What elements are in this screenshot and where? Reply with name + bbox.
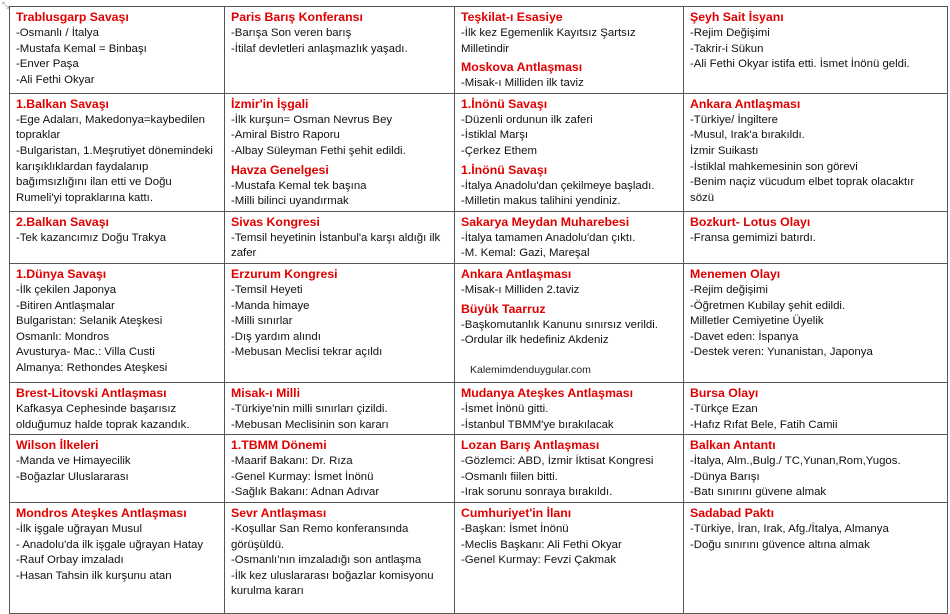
- topic-line: - Anadolu'da ilk işgale uğrayan Hatay: [16, 538, 204, 551]
- topic-line: -Hasan Tahsin ilk kurşunu atan: [16, 569, 172, 582]
- topic-title: 1.TBMM Dönemi: [231, 438, 327, 453]
- topic-line: -Türkiye'nin milli sınırları çizildi.: [231, 402, 388, 415]
- topic-title: Havza Genelgesi: [231, 162, 329, 177]
- topic-line: Milletler Cemiyetine Üyelik: [690, 315, 824, 328]
- topic-line: -Dış yardım alındı: [231, 330, 321, 343]
- topic-line: -Ordular ilk hedefiniz Akdeniz: [461, 334, 609, 347]
- table-row: [10, 382, 948, 434]
- topic-line: -İtalya, Alm.,Bulg./ TC,Yunan,Rom,Yugos.: [690, 455, 901, 468]
- topic-section: [461, 437, 677, 501]
- topic-line: -Türkçe Ezan: [690, 402, 758, 415]
- topic-section: [231, 162, 448, 210]
- topic-title: Balkan Antantı: [690, 438, 776, 453]
- topic-section: [16, 385, 218, 433]
- site-watermark: Kalemimdenduygular.com: [470, 364, 591, 376]
- topic-title: 1.Balkan Savaşı: [16, 96, 109, 111]
- topic-line: -İlk kez Egemenlik Kayıtsız Şartsız Milletindir: [461, 27, 636, 55]
- topic-title: Cumhuriyet'in İlanı: [461, 505, 572, 520]
- topic-line: -İtalya tamamen Anadolu'dan çıktı.: [461, 231, 636, 244]
- topic-line: -Dünya Barışı: [690, 470, 760, 483]
- topic-section: [16, 266, 218, 377]
- topic-section: [461, 59, 677, 92]
- topic-line: -Genel Kurmay: Fevzi Çakmak: [461, 554, 617, 567]
- topic-line: -Rejim Değişimi: [690, 27, 770, 39]
- topic-section: [461, 214, 677, 262]
- topic-section: [690, 266, 941, 361]
- topic-title: 1.İnönü Savaşı: [461, 96, 548, 111]
- topic-section: [231, 385, 448, 433]
- table-cell: [225, 435, 455, 503]
- table-cell: [455, 211, 684, 263]
- topic-section: [690, 214, 941, 247]
- table-cell: [455, 502, 684, 613]
- topic-line: -Ali Fethi Okyar istifa etti. İsmet İnönü geldi.: [690, 58, 910, 71]
- topic-line: -Amiral Bistro Raporu: [231, 129, 340, 142]
- topic-title: Wilson İlkeleri: [16, 438, 99, 453]
- topic-line: -Mustafa Kemal = Binbaşı: [16, 42, 147, 55]
- topic-section: [461, 162, 677, 210]
- topic-line: -Ali Fethi Okyar: [16, 73, 95, 86]
- topic-line: -Misak-ı Milliden ilk taviz: [461, 77, 584, 90]
- topic-section: [461, 9, 677, 57]
- topic-title: Sivas Kongresi: [231, 214, 320, 229]
- table-cell: [455, 435, 684, 503]
- topic-line: -Başkan: İsmet İnönü: [461, 522, 569, 535]
- topic-section: [690, 96, 941, 207]
- topic-line: -Maarif Bakanı: Dr. Rıza: [231, 455, 353, 468]
- topic-line: -Fransa gemimizi batırdı.: [690, 231, 816, 244]
- topic-line: -İsmet İnönü gitti.: [461, 402, 549, 415]
- table-cell: [10, 263, 225, 382]
- topic-title: Erzurum Kongresi: [231, 266, 338, 281]
- topic-title: Ankara Antlaşması: [690, 96, 801, 111]
- topic-line: -İstiklal mahkemesinin son görevi: [690, 160, 858, 173]
- topic-section: [461, 505, 677, 569]
- topic-section: [231, 437, 448, 501]
- topic-section: [690, 385, 941, 433]
- topic-title: Büyük Taarruz: [461, 301, 546, 316]
- topic-line: -Temsil heyetinin İstanbul'a karşı aldığı ilk zafer: [231, 231, 441, 260]
- table-row: [10, 7, 948, 94]
- topic-line: -Genel Kurmay: İsmet İnönü: [231, 470, 374, 483]
- topic-line: -İlk kez uluslararası boğazlar komisyonu kurulma kararı: [231, 569, 434, 598]
- table-cell: [684, 502, 948, 613]
- topic-line: -Çerkez Ethem: [461, 144, 537, 157]
- topic-line: -İstiklal Marşı: [461, 129, 529, 142]
- table-cell: [10, 93, 225, 211]
- topic-title: Moskova Antlaşması: [461, 60, 583, 75]
- topic-section: [231, 214, 448, 262]
- topic-section: [16, 437, 218, 485]
- topic-line: -İtilaf devletleri anlaşmazlık yaşadı.: [231, 42, 408, 55]
- topic-title: 1.Dünya Savaşı: [16, 266, 107, 281]
- topic-line: -Osmanlı / İtalya: [16, 27, 99, 39]
- topic-line: -Koşullar San Remo konferansında görüşüldü.: [231, 522, 409, 551]
- topic-section: [231, 505, 448, 600]
- table-cell: [684, 435, 948, 503]
- topic-line: -Tek kazancımız Doğu Trakya: [16, 231, 167, 244]
- topic-section: [231, 96, 448, 160]
- topic-section: [461, 385, 677, 433]
- topic-title: Trablusgarp Savaşı: [16, 10, 129, 24]
- table-cell: [225, 382, 455, 434]
- topic-section: [461, 96, 677, 160]
- table-cell: [455, 93, 684, 211]
- table-cell: [684, 93, 948, 211]
- topic-section: [690, 437, 941, 501]
- topic-line: -Bulgaristan, 1.Meşrutiyet dönemindeki karışıklıklardan faydalanıp bağımsızlığını ilan etti ve Doğu Rumeli'yi topraklarına kattı.: [16, 144, 213, 204]
- topic-line: -Irak sorunu sonraya bırakıldı.: [461, 486, 613, 499]
- topic-section: [231, 9, 448, 57]
- topic-section: [16, 505, 218, 584]
- topic-title: Teşkilat-ı Esasiye: [461, 10, 563, 24]
- topic-line: -Takrir-i Sükun: [690, 42, 764, 55]
- topic-line: -Milli sınırlar: [231, 315, 293, 328]
- table-cell: [10, 7, 225, 94]
- topic-line: -Mebusan Meclisi tekrar açıldı: [231, 346, 383, 359]
- topic-line: -Musul, Irak'a bırakıldı.: [690, 129, 805, 142]
- topic-title: İzmir'in İşgali: [231, 96, 309, 111]
- topic-line: -Rauf Orbay imzaladı: [16, 554, 124, 567]
- topic-line: -Ege Adaları, Makedonya=kaybedilen topraklar: [16, 113, 206, 142]
- history-summary-table: [9, 6, 948, 614]
- topic-line: -Hafız Rıfat Bele, Fatih Camii: [690, 418, 838, 431]
- table-cell: [225, 93, 455, 211]
- table-row: [10, 502, 948, 613]
- topic-section: [231, 266, 448, 361]
- topic-line: Almanya: Rethondes Ateşkesi: [16, 361, 168, 374]
- topic-line: İzmir Suikastı: [690, 144, 759, 157]
- topic-section: [16, 9, 218, 88]
- topic-line: -Başkomutanlık Kanunu sınırsız verildi.: [461, 318, 658, 331]
- topic-line: -Bitiren Antlaşmalar: [16, 299, 115, 312]
- topic-title: Sevr Antlaşması: [231, 505, 327, 520]
- topic-title: 2.Balkan Savaşı: [16, 214, 109, 229]
- table-row: [10, 435, 948, 503]
- table-cell: [684, 211, 948, 263]
- topic-line: -Enver Paşa: [16, 58, 79, 71]
- topic-line: -İlk işgale uğrayan Musul: [16, 522, 142, 535]
- topic-line: -Manda himaye: [231, 299, 310, 312]
- topic-line: -Davet eden: İspanya: [690, 330, 799, 343]
- topic-line: -Milletin makus talihini yendiniz.: [461, 195, 621, 208]
- topic-title: 1.İnönü Savaşı: [461, 162, 548, 177]
- topic-section: [690, 505, 941, 553]
- topic-section: [16, 214, 218, 247]
- topic-title: Sakarya Meydan Muharebesi: [461, 214, 630, 229]
- topic-line: -Türkiye, İran, Irak, Afg./İtalya, Almanya: [690, 522, 889, 535]
- table-row: [10, 93, 948, 211]
- topic-line: -Barışa Son veren barış: [231, 27, 352, 39]
- topic-title: Sadabad Paktı: [690, 505, 775, 520]
- topic-line: -Batı sınırını güvene almak: [690, 486, 827, 499]
- topic-line: Bulgaristan: Selanik Ateşkesi: [16, 315, 163, 328]
- topic-line: -Manda ve Himayecilik: [16, 455, 131, 468]
- topic-line: -İtalya Anadolu'dan çekilmeye başladı.: [461, 179, 655, 192]
- topic-line: -Albay Süleyman Fethi şehit edildi.: [231, 144, 406, 157]
- table-cell: [684, 382, 948, 434]
- table-cell: [455, 7, 684, 94]
- topic-line: -Destek veren: Yunanistan, Japonya: [690, 346, 873, 359]
- topic-line: -Sağlık Bakanı: Adnan Adıvar: [231, 486, 380, 499]
- topic-line: -Misak-ı Milliden 2.taviz: [461, 283, 580, 296]
- topic-line: -Doğu sınırını güvence altına almak: [690, 538, 870, 551]
- topic-title: Mondros Ateşkes Antlaşması: [16, 505, 187, 520]
- topic-line: -İlk çekilen Japonya: [16, 283, 117, 296]
- table-cell: [10, 435, 225, 503]
- topic-title: Şeyh Sait İsyanı: [690, 10, 784, 24]
- topic-line: -Meclis Başkanı: Ali Fethi Okyar: [461, 538, 622, 551]
- table-cell: [225, 502, 455, 613]
- topic-line: -Mebusan Meclisinin son kararı: [231, 418, 389, 431]
- topic-section: [16, 96, 218, 207]
- topic-section: [461, 301, 677, 349]
- topic-line: -İstanbul TBMM'ye bırakılacak: [461, 418, 614, 431]
- topic-title: Brest-Litovski Antlaşması: [16, 385, 167, 400]
- topic-title: Paris Barış Konferansı: [231, 10, 363, 24]
- topic-title: Misak-ı Milli: [231, 385, 301, 400]
- table-move-handle-icon[interactable]: ⤡: [2, 0, 10, 10]
- topic-line: -İlk kurşun= Osman Nevrus Bey: [231, 113, 393, 126]
- topic-title: Bozkurt- Lotus Olayı: [690, 214, 811, 229]
- table-cell: [684, 263, 948, 382]
- table-cell: [684, 7, 948, 94]
- topic-line: -Rejim değişimi: [690, 283, 768, 296]
- topic-line: -Gözlemci: ABD, İzmir İktisat Kongresi: [461, 455, 654, 468]
- table-cell: [225, 7, 455, 94]
- topic-line: -Temsil Heyeti: [231, 283, 303, 296]
- topic-line: -M. Kemal: Gazi, Mareşal: [461, 247, 590, 260]
- table-cell: [10, 211, 225, 263]
- topic-line: -Öğretmen Kubilay şehit edildi.: [690, 299, 846, 312]
- topic-line: -Osmanlı'nın imzaladığı son antlaşma: [231, 554, 422, 567]
- topic-line: -Benim naçiz vücudum elbet toprak olacaktır sözü: [690, 176, 915, 204]
- topic-line: -Milli bilinci uyandırmak: [231, 195, 349, 208]
- table-cell: [225, 211, 455, 263]
- topic-line: -Düzenli ordunun ilk zaferi: [461, 113, 593, 126]
- topic-title: Mudanya Ateşkes Antlaşması: [461, 385, 633, 400]
- table-cell: [10, 382, 225, 434]
- table-cell: [225, 263, 455, 382]
- topic-title: Ankara Antlaşması: [461, 266, 572, 281]
- topic-title: Menemen Olayı: [690, 266, 781, 281]
- topic-section: [461, 266, 677, 299]
- topic-line: -Osmanlı fiilen bitti.: [461, 470, 558, 483]
- table-cell: [455, 382, 684, 434]
- topic-line: Avusturya- Mac.: Villa Custi: [16, 346, 155, 359]
- topic-title: Bursa Olayı: [690, 385, 759, 400]
- topic-title: Lozan Barış Antlaşması: [461, 438, 600, 453]
- topic-line: -Mustafa Kemal tek başına: [231, 179, 367, 192]
- table-row: [10, 211, 948, 263]
- topic-line: Kafkasya Cephesinde başarısız olduğumuz halde toprak kazandık.: [16, 402, 190, 431]
- topic-line: -Boğazlar Uluslararası: [16, 470, 129, 483]
- topic-line: Osmanlı: Mondros: [16, 330, 110, 343]
- topic-line: -Türkiye/ İngiltere: [690, 113, 778, 126]
- topic-section: [690, 9, 941, 73]
- table-cell: [10, 502, 225, 613]
